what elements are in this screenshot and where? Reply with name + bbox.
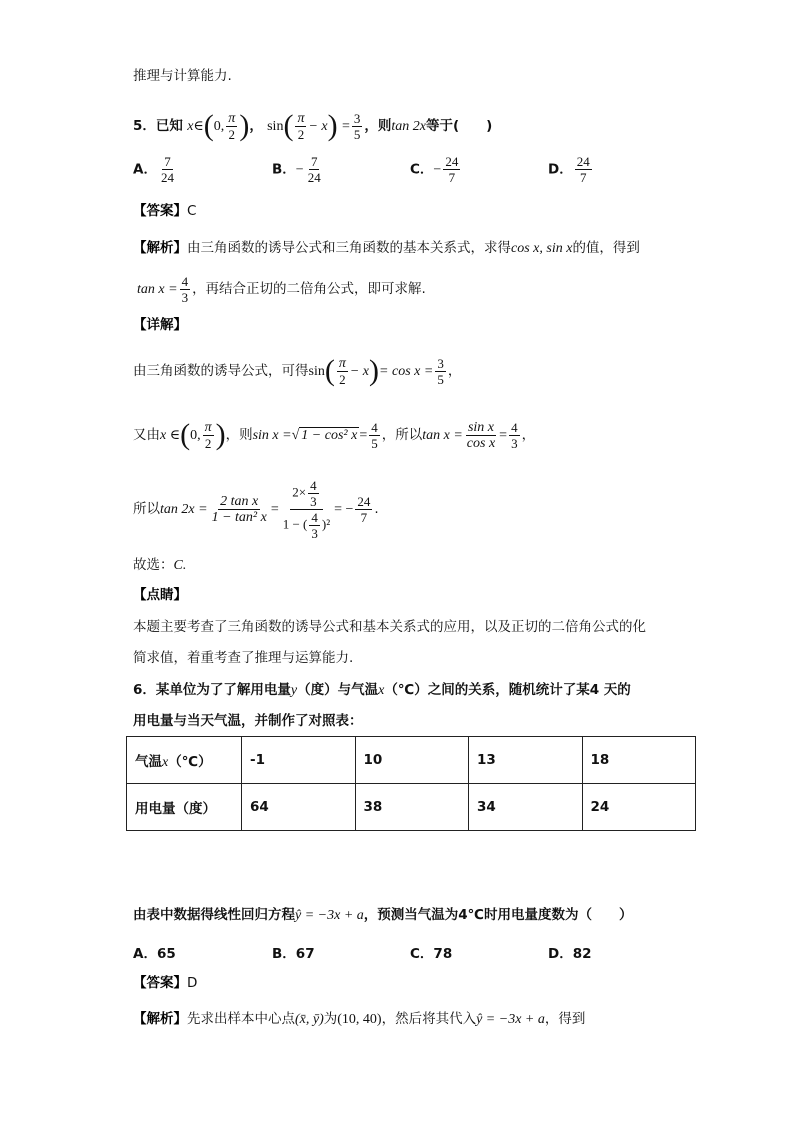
q5-inner-rest: − x (308, 119, 328, 134)
q5-target: tan 2x (391, 119, 426, 134)
answer-tag: 【答案】 (133, 203, 187, 219)
frac-num: π (338, 355, 346, 371)
q5-equals: = (341, 119, 350, 134)
option-value: 67 (295, 946, 315, 962)
table-cell: 13 (469, 737, 583, 784)
table-cell: 34 (469, 784, 583, 831)
detail-text: ， (521, 427, 536, 443)
frac-num: 4 (511, 419, 518, 435)
detail-math: sin (308, 364, 325, 379)
q5-comma: ， (249, 118, 263, 134)
option-label: A． (133, 161, 157, 178)
detail-frac (355, 494, 372, 525)
q6-analysis-line (133, 1009, 585, 1030)
frac-den: 3 (311, 525, 318, 541)
option-value: 78 (433, 946, 453, 962)
right-paren: ) (239, 109, 250, 142)
detail-math: − x (349, 364, 370, 379)
analysis-frac (180, 274, 191, 305)
frac-num: 3 (437, 355, 444, 371)
stem-var: y (290, 683, 298, 698)
option-label: B． (272, 946, 296, 962)
frac-num: 7 (310, 154, 318, 169)
detail-math: = (359, 428, 368, 443)
q5-cond-in: ∈ (193, 119, 204, 134)
detail-math: tan 2x = (160, 502, 208, 517)
analysis-math: ŷ = −3x + a (476, 1012, 545, 1027)
option-frac (575, 154, 592, 185)
frac-den: 5 (437, 371, 444, 387)
q6-answer-line (133, 973, 197, 993)
comment-tag: 【点睛】 (133, 587, 187, 603)
frac-den: 7 (579, 170, 587, 185)
stem-equation: ŷ = −3x + a (295, 908, 364, 923)
frac-num: π (297, 110, 305, 126)
option-frac (443, 154, 460, 185)
q6-option-b[interactable] (272, 942, 315, 962)
stem-text: 6．某单位为了了解用电量 (133, 682, 291, 698)
table-cell: 38 (355, 784, 469, 831)
q5-detail-line-3 (133, 474, 379, 545)
inner-frac (308, 478, 319, 509)
head-unit: （℃） (168, 753, 212, 770)
detail-text: ，所以 (381, 427, 423, 443)
frac-num: π (204, 419, 212, 435)
analysis-math: (x̄, ȳ) (295, 1012, 324, 1027)
answer-value: C (187, 203, 197, 219)
q5-sin: sin (267, 119, 284, 134)
table-row (127, 784, 696, 831)
option-sign: − (433, 162, 442, 178)
frac-num: π (228, 110, 236, 126)
detail-frac (465, 420, 497, 451)
inner-frac (309, 510, 320, 541)
q6-table (126, 736, 696, 831)
frac-part: 1 − ( (282, 515, 308, 531)
q6-stem-line-1 (133, 680, 631, 701)
q5-detail-line-2 (133, 414, 535, 457)
frac-den: 3 (511, 435, 518, 451)
option-frac (159, 154, 176, 185)
frac-num: 4 (181, 273, 189, 289)
analysis-math: cos x, sin x (511, 241, 573, 256)
detail-frac (210, 494, 269, 525)
frac-num: 24 (576, 154, 590, 169)
frac-den: 2 (297, 126, 305, 142)
q5-number: 5． (133, 118, 156, 134)
q6-option-a[interactable] (133, 942, 176, 962)
frac-num: 2 tan x (220, 493, 259, 509)
q5-comment-tag (133, 585, 187, 605)
frac-den: 3 (181, 289, 189, 305)
frac-num: 4 (371, 419, 378, 435)
analysis-tag: 【解析】 (133, 1011, 187, 1027)
frac-num: sin x (467, 419, 494, 435)
detail-text: ， (447, 363, 462, 379)
analysis-text: 的值，得到 (572, 240, 640, 256)
analysis-text: 由三角函数的诱导公式和三角函数的基本关系式，求得 (187, 240, 511, 256)
detail-text: 由三角函数的诱导公式，可得 (133, 363, 309, 379)
frac-den: 2 (204, 435, 212, 451)
stem-text: （度）与气温 (297, 682, 379, 698)
stem-var: x (378, 683, 385, 698)
q5-ask: 等于( ) (425, 118, 493, 134)
detail-frac (369, 420, 380, 451)
q6-stem-line-2: 用电量与当天气温，并制作了对照表： (133, 713, 363, 729)
detail-text: 所以 (133, 501, 160, 517)
q5-comment-line-2: 简求值，着重考查了推理与运算能力. (133, 650, 354, 666)
analysis-math: tan x = (137, 282, 178, 297)
q5-interval-left: 0, (213, 119, 225, 134)
detail-text: ，则 (225, 427, 253, 443)
head-text: 气温 (135, 753, 162, 770)
stem-text: （℃）之间的关系，随机统计了某4 天的 (384, 682, 631, 698)
table-cell: 64 (242, 784, 356, 831)
left-paren: ( (203, 109, 214, 142)
left-paren: ( (180, 418, 191, 451)
q5-analysis-line-1 (133, 238, 640, 259)
frac-part: 2× (292, 483, 307, 499)
q5-analysis-line-2 (137, 270, 426, 309)
table-cell: -1 (242, 737, 356, 784)
detail-math: = (270, 502, 279, 517)
option-label: B． (272, 161, 296, 178)
q5-option-d[interactable] (548, 154, 594, 185)
q5-detail-tag (133, 315, 187, 335)
q5-option-c[interactable] (410, 154, 462, 185)
q6-question-line (133, 905, 633, 926)
q5-choose-line (133, 555, 186, 576)
detail-text: 又由 (133, 427, 160, 443)
frac-den: 3 (310, 493, 317, 509)
q5-value-frac (352, 111, 363, 142)
detail-text: . (374, 501, 379, 517)
left-paren: ( (324, 354, 335, 387)
frac-den: 1 − tan² x (211, 509, 267, 525)
choose-text: 故选： (133, 557, 174, 573)
right-paren: ) (327, 109, 338, 142)
frac-num: 24 (357, 493, 371, 509)
sqrt-sign: √ (291, 428, 300, 443)
option-frac (306, 154, 323, 185)
detail-tag: 【详解】 (133, 317, 187, 333)
right-paren: ) (215, 418, 226, 451)
detail-math: 0, (190, 428, 201, 443)
analysis-text: ，再结合正切的二倍角公式，即可求解. (192, 281, 426, 297)
frac-den: 5 (353, 126, 361, 142)
analysis-tag: 【解析】 (133, 240, 187, 256)
frac-den: 24 (307, 170, 321, 185)
option-label: C． (410, 161, 434, 178)
q5-stem (133, 106, 492, 147)
frac-num: 4 (311, 509, 318, 525)
frac-den: 24 (160, 170, 174, 185)
answer-value: D (187, 975, 198, 991)
q5-option-b[interactable] (272, 154, 325, 185)
detail-math: = (499, 428, 508, 443)
table-cell: 24 (582, 784, 696, 831)
analysis-math: (10, 40) (337, 1012, 382, 1027)
frac-den: cos x (466, 435, 496, 451)
option-sign: − (295, 162, 304, 178)
q5-comment-line-1: 本题主要考查了三角函数的诱导公式和基本关系式的应用，以及正切的二倍角公式的化 (133, 619, 646, 635)
table-cell: 10 (355, 737, 469, 784)
analysis-text: ，得到 (544, 1011, 586, 1027)
head-var: x (162, 754, 169, 770)
detail-math: sin x = (252, 428, 292, 443)
q5-known: 已知 (155, 118, 183, 134)
detail-frac (435, 356, 446, 387)
detail-frac (509, 420, 520, 451)
q5-answer-line (133, 201, 196, 221)
intro-tail-text: 推理与计算能力. (133, 68, 232, 84)
detail-frac (203, 420, 214, 451)
q5-cond-var: x (187, 119, 194, 134)
right-paren: ) (369, 354, 380, 387)
choose-value: C. (173, 558, 187, 573)
frac-num: 3 (353, 110, 361, 126)
table-cell: 18 (582, 737, 696, 784)
q6-option-d[interactable] (548, 942, 592, 962)
q5-option-a[interactable] (133, 154, 178, 185)
frac-num: 24 (445, 154, 459, 169)
option-value: 82 (572, 946, 592, 962)
stem-text: ，预测当气温为4℃时用电量度数为（ ） (363, 907, 633, 923)
table-head-cell (127, 737, 242, 784)
frac-num: 4 (310, 477, 317, 493)
detail-math: 1 − cos² x (301, 428, 358, 443)
q5-interval-frac (226, 111, 237, 142)
frac-part: )² (321, 515, 331, 531)
q5-then: ，则 (364, 118, 392, 134)
detail-math: tan x = (422, 428, 463, 443)
q5-inner-frac (295, 111, 306, 142)
option-label: C． (410, 946, 434, 962)
frac-den: 7 (448, 170, 456, 185)
option-label: D． (548, 946, 573, 962)
detail-math: = cos x = (379, 364, 434, 379)
frac-num: 7 (164, 154, 171, 169)
table-row (127, 737, 696, 784)
analysis-text: 先求出样本中心点 (187, 1011, 295, 1027)
left-paren: ( (283, 109, 294, 142)
frac-den: 5 (371, 435, 378, 451)
option-value: 65 (156, 946, 176, 962)
q5-detail-line-1 (133, 351, 461, 392)
table-head-cell: 用电量（度） (127, 784, 242, 831)
q6-option-c[interactable] (410, 942, 452, 962)
analysis-text: 为 (323, 1011, 338, 1027)
detail-frac (337, 356, 348, 387)
stem-text: 由表中数据得线性回归方程 (133, 907, 295, 923)
answer-tag: 【答案】 (133, 975, 187, 991)
detail-complex-frac (281, 478, 332, 541)
option-label: D． (548, 161, 573, 178)
frac-den: 2 (339, 371, 346, 387)
detail-math: x ∈ (160, 428, 181, 443)
option-label: A． (133, 946, 157, 962)
frac-den: 2 (228, 126, 236, 142)
analysis-text: ，然后将其代入 (381, 1011, 477, 1027)
frac-den: 7 (360, 509, 368, 525)
detail-math: = − (334, 502, 354, 517)
